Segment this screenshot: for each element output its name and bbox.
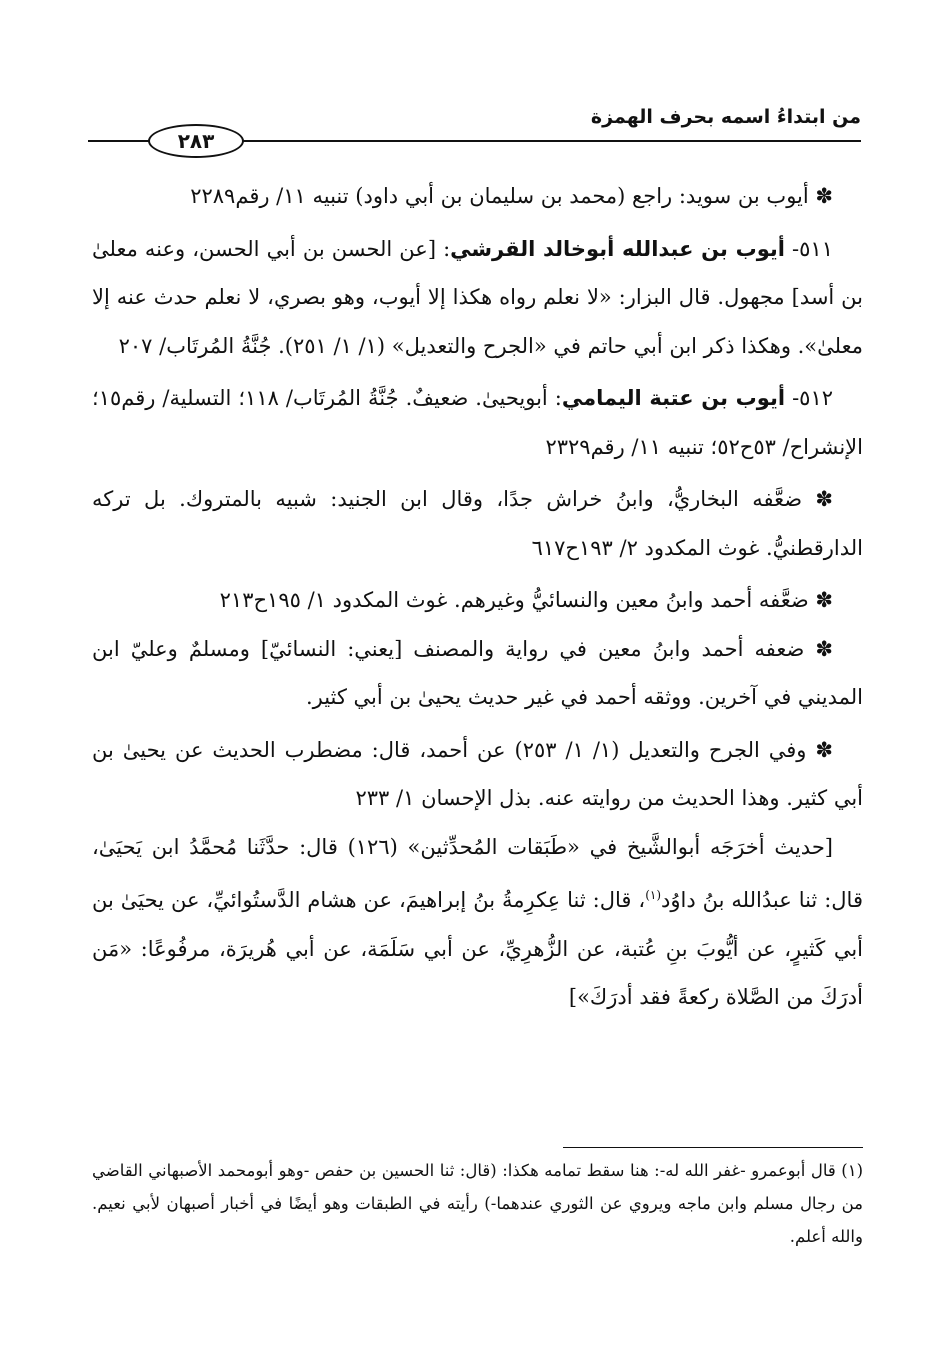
footnote-1: (١) قال أبوعمرو -غفر الله له-: هنا سقط تمامه هكذا: (قال: ثنا الحسين بن حفص -وهو أبومحمد الأصبهاني القاضي من رجال مسلم وابن ماجه ويروي عن الثوري عندهما-) رأيته في الطبقات وهو أيضًا في أخبار أصبهان لأبي نعيم. والله أعلم. [92, 1161, 863, 1246]
entry-heading: أيوب بن عتبة اليمامي [561, 386, 786, 410]
paragraph-4 [92, 475, 863, 572]
page-number-badge: ٢٨٣ [148, 124, 244, 158]
paragraph-7 [92, 726, 863, 823]
entry-text-cont: ، قال: ثنا عِكرِمةُ بنُ إبراهيمَ، عن هشام الدَّستُوائيِّ، عن يحيَىٰ بن أبي كَثيرٍ، عن أيُّوبَ بنِ عُتبة، عن الزُّهرِيِّ، عن أبي سَلَمَة، عن أبي هُريرَة، مرفُوعًا: «مَن أدرَكَ من الصَّلاة ركعةً فقد أدرَكَ»] [92, 888, 863, 1009]
entry-text: ✽ ضعفه أحمد وابنُ معين في رواية والمصنف [يعني: النسائيّ] ومسلمٌ وعليّ ابن المديني في آخرين. ووثقه أحمد في غير حديث يحيىٰ بن أبي كثير. [92, 636, 863, 709]
paragraph-5 [92, 576, 863, 625]
main-text [92, 172, 863, 1022]
entry-number: ٥١١- [784, 236, 833, 261]
entry-text: : أبويحيىٰ. ضعيفٌ. جُنَّةُ المُرتَاب/ ١١٨؛ التسلية/ رقم١٥؛ الإنشراح/ ٥٣ح٥٢؛ تنبيه ١١/ رقم٢٣٢٩ [92, 386, 863, 459]
footnote-separator [563, 1147, 863, 1148]
entry-text: : [عن الحسن بن أبي الحسن، وعنه معلىٰ بن أسد] مجهول. قال البزار: «لا نعلم رواه هكذا إلا أيوب، وهو بصري، لا نعلم حدث عنه إلا معلىٰ». وهكذا ذكر ابن أبي حاتم في «الجرح والتعديل» (١/ ١/ ٢٥١). جُنَّةُ المُرتَاب/ ٢٠٧ [92, 236, 863, 358]
paragraph-6 [92, 625, 863, 722]
entry-text: [حديث أخرَجَه أبوالشَّيخ في «طَبَقات المُحدِّثين» (١٢٦) قال: حدَّثَنا مُحمَّدُ ابن يَحيَىٰ، قال: ثنا عبدُالله بنُ داوُد [92, 834, 863, 912]
footnote-marker[interactable]: (١) [645, 888, 662, 902]
entry-511 [92, 225, 863, 371]
running-header-title: من ابتداءُ اسمه بحرف الهمزة [590, 106, 861, 128]
entry-text: ✽ وفي الجرح والتعديل (١/ ١/ ٢٥٣) عن أحمد، قال: مضطرب الحديث عن يحيىٰ بن أبي كثير. وهذا الحديث من روايته عنه. بذل الإحسان ١/ ٢٣٣ [92, 737, 863, 810]
footnotes [92, 1154, 863, 1253]
entry-text: ✽ ضعَّفه أحمد وابنُ معين والنسائيُّ وغيرهم. غوث المكدود ١/ ١٩٥ح٢١٣ [219, 588, 833, 612]
entry-heading: أيوب بن عبدالله أبوخالد القرشي [450, 236, 785, 261]
entry-text: ✽ ضعَّفه البخاريُّ، وابنُ خراش جدًا، وقال ابن الجنيد: شبيه بالمتروك. بل تركه الدارقطنيُّ. غوث المكدود ٢/ ١٩٣ح٦١٧ [92, 487, 863, 560]
entry-512 [92, 374, 863, 471]
paragraph-1 [92, 172, 863, 221]
entry-number: ٥١٢- [785, 386, 834, 410]
entry-text: ✽ أيوب بن سويد: راجع (محمد بن سليمان بن أبي داود) تنبيه ١١/ رقم٢٢٨٩ [190, 184, 833, 208]
paragraph-8-hadith [92, 823, 863, 1022]
